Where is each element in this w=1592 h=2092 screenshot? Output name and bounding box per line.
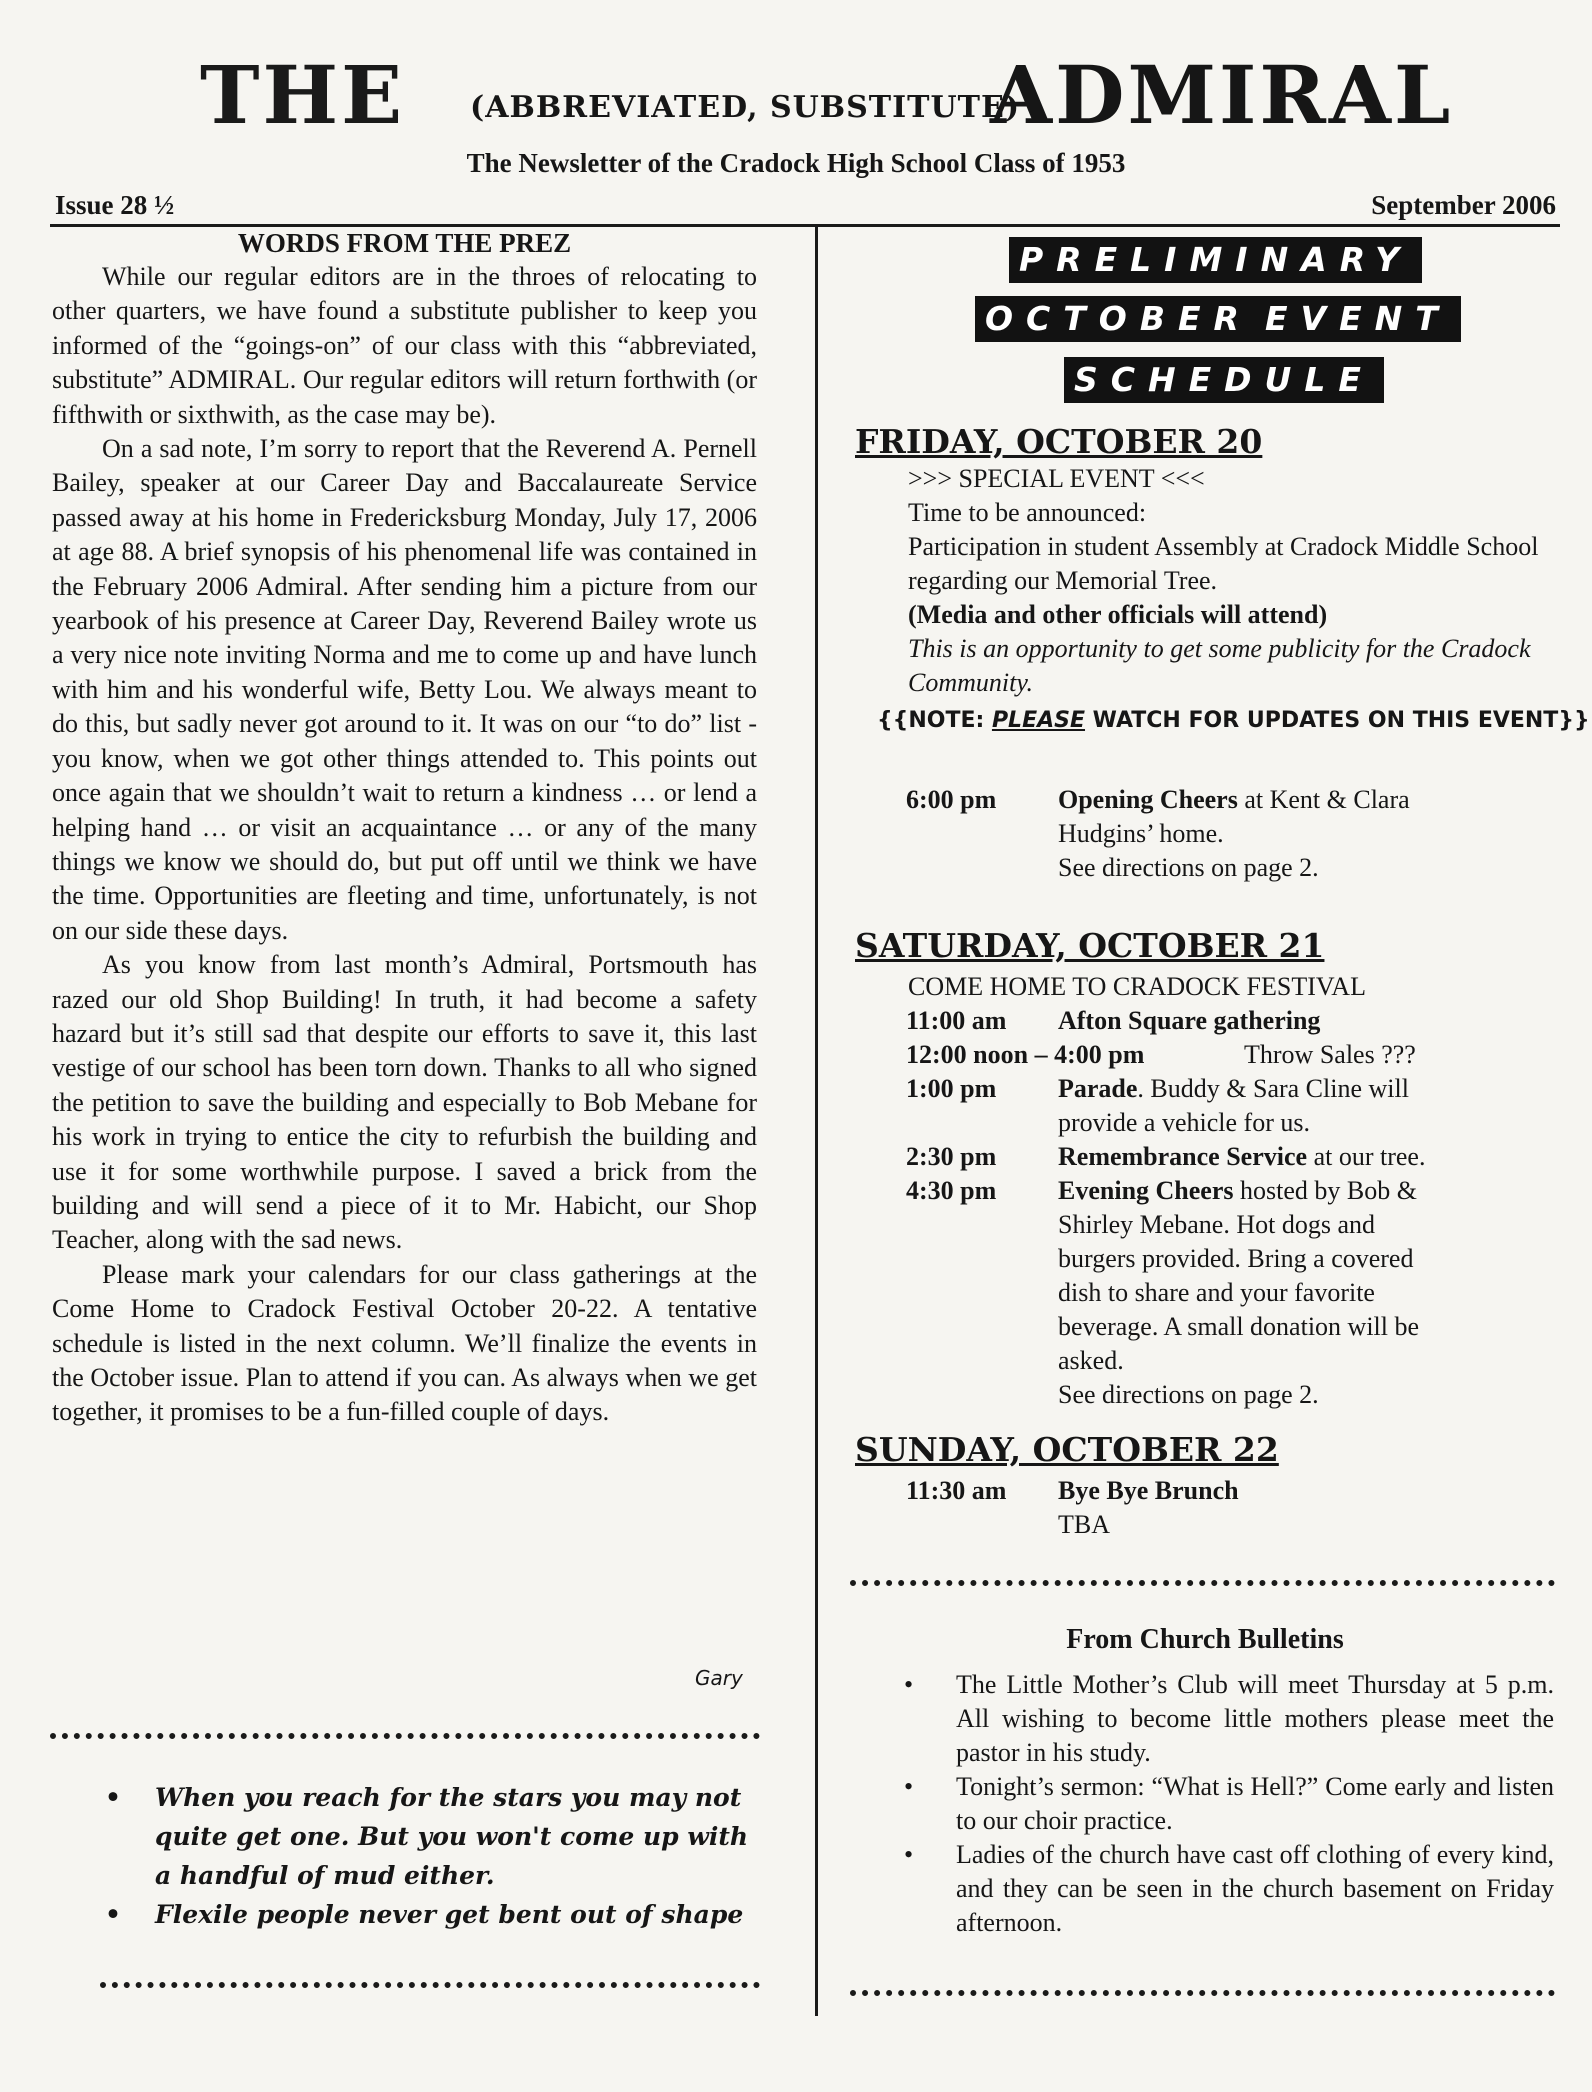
banner-preliminary: PRELIMINARY: [1009, 237, 1422, 283]
banner-schedule: SCHEDULE: [1064, 357, 1384, 403]
bullet-icon: •: [904, 1670, 914, 1699]
media-note: (Media and other officials will attend): [908, 600, 1328, 629]
event-description: Evening Cheers hosted by Bob & Shirley Mebane. Hot dogs and burgers provided. Bring a covered dish to share and your favorite beverage. A small donation will be asked. See directions on page 2.: [1058, 1176, 1420, 1409]
dotted-divider: [850, 1580, 1555, 1586]
quote-text: When you reach for the stars you may not quite get one. But you won't come up with a handful of mud either.: [155, 1783, 749, 1890]
event-description: Bye Bye Brunch TBA: [1058, 1476, 1239, 1539]
dotted-divider: [850, 1990, 1555, 1996]
bulletin-item: [904, 1838, 1554, 1940]
please-emphasis: PLEASE: [991, 708, 1086, 733]
signature: Gary: [695, 1666, 743, 1690]
banner-event: EVENT: [1255, 296, 1461, 342]
event-description: Remembrance Service at our tree.: [1058, 1142, 1426, 1171]
friday-details: [908, 462, 1548, 700]
update-note: {{NOTE: PLEASE WATCH FOR UPDATES ON THIS EVENT}}: [877, 708, 1590, 733]
bulletin-item: [904, 1770, 1554, 1838]
issue-date: September 2006: [1371, 190, 1556, 220]
prez-paragraph: Please mark your calendars for our class gatherings at the Come Home to Cradock Festival October 20-22. A tentative schedule is listed in the next column. We’ll finalize the events in the October issue. Plan to attend if you can. As always when we get together, it promises to be a fun-filled couple of days.: [52, 1259, 757, 1427]
bulletin-text: Ladies of the church have cast off clothing of every kind, and they can be seen in the church basement on Friday afternoon.: [956, 1840, 1554, 1937]
saturday-heading: SATURDAY, OCTOBER 21: [855, 926, 1325, 965]
prez-article: [52, 226, 757, 1430]
dotted-divider: [50, 1733, 760, 1739]
publicity-note: This is an opportunity to get some publicity for the Cradock Community.: [908, 634, 1531, 697]
church-bulletins-title: From Church Bulletins: [1066, 1624, 1344, 1655]
time-note: Time to be announced:: [908, 498, 1147, 527]
festival-label: COME HOME TO CRADOCK FESTIVAL: [908, 972, 1366, 1001]
quote-item: [105, 1778, 765, 1895]
event-time: 11:30 am: [906, 1476, 1007, 1505]
event-time: 11:00 am: [906, 1006, 1007, 1035]
event-time: 4:30 pm: [906, 1176, 997, 1205]
prez-heading: WORDS FROM THE PREZ: [237, 228, 572, 258]
church-bulletins-list: [904, 1668, 1554, 1940]
friday-heading: FRIDAY, OCTOBER 20: [855, 422, 1263, 461]
event-time: 6:00 pm: [906, 785, 997, 814]
bullet-icon: •: [904, 1840, 914, 1869]
newsletter-tagline: The Newsletter of the Cradock High School Class of 1953: [466, 148, 1126, 178]
prez-paragraph: While our regular editors are in the throes of relocating to other quarters, we have found a substitute publisher to keep you informed of the “goings-on” of our class with this “abbreviated, substitute” ADMIRAL. Our regular editors will return forthwith (or fifthwith or sixthwith, as the case may be).: [52, 262, 757, 429]
event-time: 12:00 noon – 4:00 pm: [906, 1040, 1145, 1069]
event-description: Afton Square gathering: [1058, 1006, 1321, 1035]
bulletin-item: [904, 1668, 1554, 1770]
bullet-icon: •: [904, 1772, 914, 1801]
bulletin-text: Tonight’s sermon: “What is Hell?” Come early and listen to our choir practice.: [956, 1772, 1554, 1835]
issue-number: Issue 28 ½: [55, 190, 175, 220]
banner-october: OCTOBER: [975, 296, 1262, 342]
event-description: Parade. Buddy & Sara Cline will provide a vehicle for us.: [1058, 1074, 1409, 1137]
bullet-icon: •: [105, 1900, 121, 1929]
quote-item: [105, 1895, 765, 1934]
masthead-admiral: ADMIRAL: [990, 48, 1454, 142]
event-description: Opening Cheers at Kent & Clara Hudgins’ home. See directions on page 2.: [1058, 785, 1410, 882]
masthead-subtitle: (ABBREVIATED, SUBSTITUTE): [470, 90, 1021, 125]
special-event-label: >>> SPECIAL EVENT <<<: [908, 464, 1205, 493]
masthead-the: THE: [200, 48, 406, 142]
quotes-list: [105, 1778, 765, 1934]
event-time: 2:30 pm: [906, 1142, 997, 1171]
prez-paragraph: As you know from last month’s Admiral, Portsmouth has razed our old Shop Building! In truth, it had become a safety hazard but it’s still sad that despite our efforts to save it, this last vestige of our school has been torn down. Thanks to all who signed the petition to save the building and especially to Bob Mebane for his work in trying to entice the city to refurbish the building and use it for some worthwhile purpose. I saved a brick from the building and will send a piece of it to Mr. Habicht, our Shop Teacher, along with the sad news.: [52, 950, 757, 1255]
quote-text: Flexile people never get bent out of shape: [155, 1900, 744, 1929]
bulletin-text: The Little Mother’s Club will meet Thursday at 5 p.m. All wishing to become little mothers please meet the pastor in his study.: [956, 1670, 1554, 1767]
dotted-divider: [100, 1982, 760, 1988]
bullet-icon: •: [105, 1783, 121, 1812]
participation-text: Participation in student Assembly at Cradock Middle School regarding our Memorial Tree.: [908, 532, 1539, 595]
event-time: 1:00 pm: [906, 1074, 997, 1103]
event-description: Throw Sales ???: [1244, 1040, 1416, 1069]
column-divider: [815, 226, 818, 2016]
prez-paragraph: On a sad note, I’m sorry to report that the Reverend A. Pernell Bailey, speaker at our Career Day and Baccalaureate Service passed away at his home in Fredericksburg Monday, July 17, 2006 at age 88. A brief synopsis of his phenomenal life was contained in the February 2006 Admiral. After sending him a picture from our yearbook of his presence at Career Day, Reverend Bailey wrote us a very nice note inviting Norma and me to come up and have lunch with him and his wonderful wife, Betty Lou. We always meant to do this, but sadly never got around to it. It was on our “to do” list - you know, when we got other things attended to. This points out once again that we shouldn’t wait to return a kindness … or lend a helping hand … or visit an acquaintance … or any of the many things we know we should do, but put off until we think we have the time. Opportunities are fleeting and time, unfortunately, is not on our side these days.: [52, 434, 757, 945]
masthead: [200, 48, 1454, 148]
sunday-heading: SUNDAY, OCTOBER 22: [855, 1430, 1279, 1469]
